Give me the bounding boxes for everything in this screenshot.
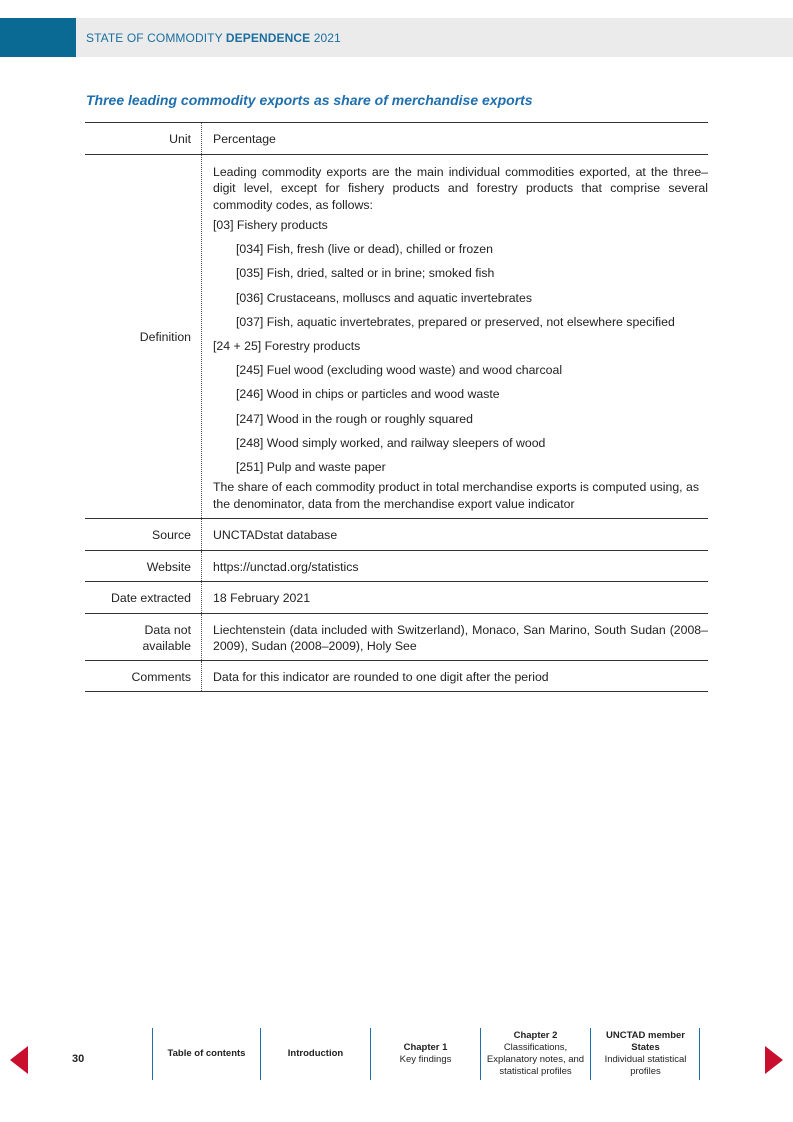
header-color-block xyxy=(0,18,76,57)
definition-line: [248] Wood simply worked, and railway sleepers of wood xyxy=(236,435,546,450)
table-row-date xyxy=(85,582,708,614)
row-value: Percentage xyxy=(213,132,276,146)
row-label: Data not available xyxy=(85,614,202,660)
previous-page-arrow-icon[interactable] xyxy=(10,1046,28,1074)
next-page-arrow-icon[interactable] xyxy=(765,1046,783,1074)
table-row-definition xyxy=(85,155,708,520)
table-row-data-not-available xyxy=(85,614,708,661)
table-row-unit xyxy=(85,123,708,155)
definition-line: [036] Crustaceans, molluscs and aquatic invertebrates xyxy=(236,290,532,305)
nav-introduction[interactable]: Introduction xyxy=(287,1048,344,1059)
page-number: 30 xyxy=(72,1053,85,1065)
definition-line: [246] Wood in chips or particles and wood waste xyxy=(236,387,500,402)
nav-divider xyxy=(699,1028,700,1080)
nav-member-states[interactable]: UNCTAD member States Individual statistical profiles xyxy=(604,1030,687,1077)
definition-line: [03] Fishery products xyxy=(213,218,328,232)
row-value: UNCTADstat database xyxy=(213,528,338,543)
definition-outro: The share of each commodity product in total merchandise exports is computed using, as the denominator, data from the merchandise export value indicator xyxy=(213,480,699,511)
row-value: 18 February 2021 xyxy=(213,591,311,606)
row-label: Unit xyxy=(85,123,202,154)
row-value xyxy=(202,155,708,519)
row-label: Date extracted xyxy=(85,582,202,613)
table-row-website xyxy=(85,551,708,583)
definition-line: [245] Fuel wood (excluding wood waste) and wood charcoal xyxy=(236,363,563,378)
metadata-table xyxy=(85,122,708,692)
table-row-source xyxy=(85,519,708,551)
row-value: Liechtenstein (data included with Switzerland), Monaco, San Marino, South Sudan (2008–2009), Sudan (2008–2009), Holy See xyxy=(213,622,708,654)
definition-line: [247] Wood in the rough or roughly squared xyxy=(236,411,473,426)
row-label: Website xyxy=(85,551,202,582)
row-label: Comments xyxy=(85,661,202,692)
nav-chapter-2[interactable]: Chapter 2 Classifications, Explanatory notes, and statistical profiles xyxy=(486,1030,585,1077)
nav-table-of-contents[interactable]: Table of contents xyxy=(167,1048,246,1059)
definition-line: [034] Fish, fresh (live or dead), chilled or frozen xyxy=(236,242,493,257)
website-link[interactable]: https://unctad.org/statistics xyxy=(213,559,359,574)
row-value: Data for this indicator are rounded to one digit after the period xyxy=(213,669,549,684)
row-label: Source xyxy=(85,519,202,550)
definition-line: [037] Fish, aquatic invertebrates, prepared or preserved, not elsewhere specified xyxy=(236,314,675,329)
definition-line: [035] Fish, dried, salted or in brine; smoked fish xyxy=(236,266,495,281)
definition-line: [251] Pulp and waste paper xyxy=(236,459,386,474)
section-title: Three leading commodity exports as share of merchandise exports xyxy=(86,92,533,108)
running-header: STATE OF COMMODITY DEPENDENCE 2021 xyxy=(86,31,341,45)
table-row-comments xyxy=(85,661,708,693)
row-label: Definition xyxy=(85,155,202,519)
definition-line: [24 + 25] Forestry products xyxy=(213,338,361,353)
definition-intro: Leading commodity exports are the main individual commodities exported, at the three–digit level, except for fishery products and forestry products that comprise several commodity codes, as follows: xyxy=(213,164,708,212)
nav-chapter-1[interactable]: Chapter 1 Key findings xyxy=(399,1042,452,1065)
